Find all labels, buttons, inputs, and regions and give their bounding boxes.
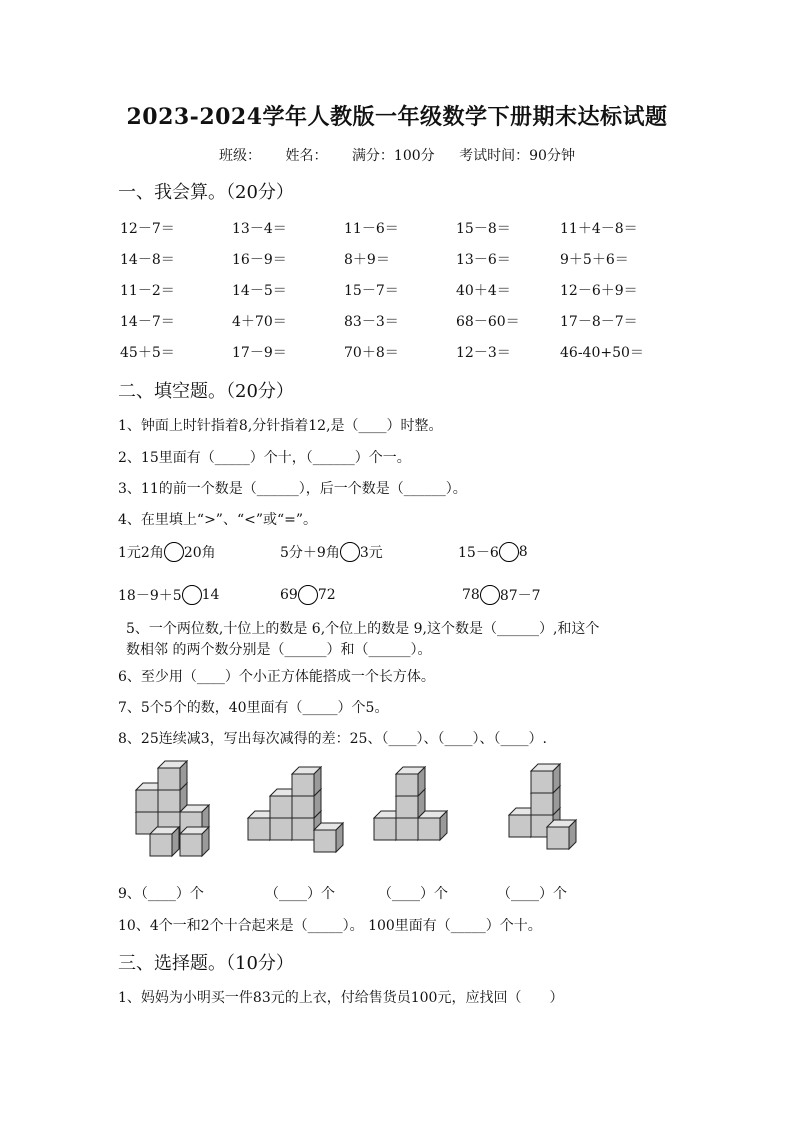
calc-item: 70＋8＝ bbox=[344, 345, 399, 361]
compare-item: 69 72 bbox=[280, 587, 336, 603]
fill-q7: 7、5个5个的数，40里面有（_____）个5。 bbox=[118, 700, 389, 716]
calc-item: 11－2＝ bbox=[120, 283, 175, 299]
calc-item: 14－5＝ bbox=[232, 283, 287, 299]
calc-item: 11＋4－8＝ bbox=[560, 221, 638, 237]
calc-item: 83－3＝ bbox=[344, 314, 399, 330]
calc-item: 12－6＋9＝ bbox=[560, 283, 638, 299]
fill-q6: 6、至少用（____）个小正方体能搭成一个长方体。 bbox=[118, 669, 435, 685]
exam-time: 考试时间：90分钟 bbox=[459, 148, 575, 164]
fill-q10: 10、4个一和2个十合起来是（_____）。 100里面有（_____）个十。 bbox=[118, 918, 542, 934]
calc-item: 15－8＝ bbox=[456, 221, 511, 237]
compare-item: 5分＋9角 3元 bbox=[280, 542, 383, 562]
compare-circle[interactable] bbox=[340, 542, 360, 562]
fill-q9-b: （____）个 bbox=[265, 886, 335, 902]
calc-item: 13－4＝ bbox=[232, 221, 287, 237]
compare-circle[interactable] bbox=[480, 585, 500, 605]
cube-figure-3 bbox=[368, 760, 458, 860]
fill-q3: 3、11的前一个数是（______），后一个数是（______）。 bbox=[118, 481, 467, 497]
calc-item: 12－7＝ bbox=[120, 221, 175, 237]
fill-q9-d: （____）个 bbox=[497, 886, 567, 902]
fill-q8: 8、25连续减3，写出每次减得的差：25、（____）、（____）、（____）. bbox=[118, 731, 547, 747]
calc-item: 12－3＝ bbox=[456, 345, 511, 361]
calc-item: 4＋70＝ bbox=[232, 314, 287, 330]
fill-q1: 1、钟面上时针指着8,分针指着12,是（____）时整。 bbox=[118, 418, 443, 434]
calc-item: 14－8＝ bbox=[120, 252, 175, 268]
calc-item: 40＋4＝ bbox=[456, 283, 511, 299]
compare-item: 15－6 8 bbox=[458, 544, 528, 561]
calc-item: 8＋9＝ bbox=[344, 252, 390, 268]
cube-figure-1 bbox=[120, 760, 220, 860]
fill-q9-c: （____）个 bbox=[378, 886, 448, 902]
calc-item: 17－9＝ bbox=[232, 345, 287, 361]
section2-heading: 二、填空题。（20分） bbox=[118, 381, 294, 402]
fill-q4: 4、在里填上“>”、“<”或“=”。 bbox=[118, 512, 318, 528]
calc-item: 16－9＝ bbox=[232, 252, 287, 268]
calc-item: 11－6＝ bbox=[344, 221, 399, 237]
choice-q1: 1、妈妈为小明买一件83元的上衣，付给售货员100元，应找回（ ） bbox=[118, 990, 564, 1006]
compare-item: 78 87－7 bbox=[462, 587, 541, 604]
fill-q2: 2、15里面有（_____）个十，（______）个一。 bbox=[118, 450, 411, 466]
name-label: 姓名： bbox=[285, 148, 328, 164]
fill-q5-line2: 数相邻 的两个数分别是（______）和（______）。 bbox=[126, 642, 432, 658]
fill-q9-a: 9、（____）个 bbox=[118, 886, 204, 902]
class-label: 班级： bbox=[219, 148, 262, 164]
compare-item: 18－9＋5 14 bbox=[118, 587, 220, 604]
section3-heading: 三、选择题。（10分） bbox=[118, 953, 294, 974]
calc-item: 17－8－7＝ bbox=[560, 314, 638, 330]
page-title: 2023-2024学年人教版一年级数学下册期末达标试题 bbox=[126, 104, 668, 130]
exam-info bbox=[0, 145, 794, 165]
calc-item: 13－6＝ bbox=[456, 252, 511, 268]
full-score: 满分：100分 bbox=[351, 148, 435, 164]
calc-item: 15－7＝ bbox=[344, 283, 399, 299]
compare-item: 1元2角 20角 bbox=[118, 542, 216, 562]
calc-item: 14－7＝ bbox=[120, 314, 175, 330]
compare-circle[interactable] bbox=[499, 542, 519, 562]
section1-heading: 一、我会算。（20分） bbox=[118, 182, 294, 203]
calc-item: 45＋5＝ bbox=[120, 345, 175, 361]
cube-figure-2 bbox=[240, 760, 350, 860]
compare-circle[interactable] bbox=[164, 542, 184, 562]
fill-q5-line1: 5、一个两位数,十位上的数是 6,个位上的数是 9,这个数是（______）,和这个 bbox=[126, 621, 600, 637]
compare-circle[interactable] bbox=[182, 585, 202, 605]
cube-figure-4 bbox=[503, 755, 593, 855]
calc-item: 68－60＝ bbox=[456, 314, 520, 330]
calc-item: 9＋5＋6＝ bbox=[560, 252, 629, 268]
compare-circle[interactable] bbox=[298, 585, 318, 605]
calc-item: 46-40+50＝ bbox=[560, 345, 644, 361]
